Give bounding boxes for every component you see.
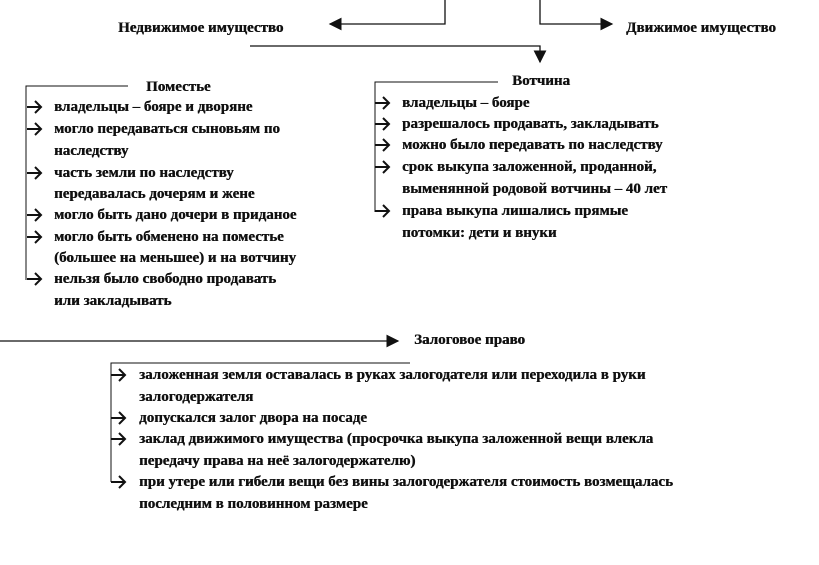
pledge-item: заложенная земля оставалась в руках залогодателя или переходила в руки — [139, 367, 646, 383]
pomestye-item: передавалась дочерям и жене — [54, 186, 255, 202]
votchina-item: разрешалось продавать, закладывать — [402, 116, 659, 132]
pledge-item: последним в половинном размере — [139, 496, 368, 512]
arrow-icon — [26, 122, 44, 136]
arrow-icon — [26, 166, 44, 180]
header-votchina: Вотчина — [512, 73, 570, 89]
arrow-icon — [26, 230, 44, 244]
pomestye-item: владельцы – бояре и дворяне — [54, 99, 253, 115]
pomestye-item: могло быть дано дочери в приданое — [54, 207, 297, 223]
votchina-item: потомки: дети и внуки — [402, 225, 557, 241]
arrow-icon — [374, 138, 392, 152]
header-movable: Движимое имущество — [626, 20, 776, 36]
arrow-icon — [110, 475, 128, 489]
pledge-item: залогодержателя — [139, 389, 254, 405]
votchina-item: можно было передавать по наследству — [402, 137, 663, 153]
arrow-icon — [374, 160, 392, 174]
pomestye-item: часть земли по наследству — [54, 165, 234, 181]
header-immovable: Недвижимое имущество — [118, 20, 284, 36]
arrow-icon — [26, 208, 44, 222]
pomestye-item: могло быть обменено на поместье — [54, 229, 284, 245]
arrow-icon — [110, 368, 128, 382]
votchina-item: выменянной родовой вотчины – 40 лет — [402, 181, 667, 197]
pledge-item: заклад движимого имущества (просрочка выкупа заложенной вещи влекла — [139, 431, 654, 447]
votchina-item: права выкупа лишались прямые — [402, 203, 628, 219]
pomestye-item: или закладывать — [54, 293, 172, 309]
arrow-icon — [374, 96, 392, 110]
arrow-icon — [374, 204, 392, 218]
pledge-item: при утере или гибели вещи без вины залогодержателя стоимость возмещалась — [139, 474, 673, 490]
pomestye-item: нельзя было свободно продавать — [54, 271, 277, 287]
connector-immovable — [330, 0, 445, 24]
pomestye-item: (большее на меньшее) и на вотчину — [54, 250, 296, 266]
pomestye-item: наследству — [54, 143, 129, 159]
connector-votchina — [250, 46, 540, 62]
pomestye-item: могло передаваться сыновьям по — [54, 121, 280, 137]
header-pomestye: Поместье — [146, 79, 211, 95]
arrow-icon — [374, 117, 392, 131]
pledge-item: передачу права на неё залогодержателю) — [139, 453, 416, 469]
arrow-icon — [26, 272, 44, 286]
votchina-item: срок выкупа заложенной, проданной, — [402, 159, 657, 175]
arrow-icon — [110, 411, 128, 425]
arrow-icon — [110, 432, 128, 446]
connector-movable — [540, 0, 612, 24]
votchina-item: владельцы – бояре — [402, 95, 530, 111]
pledge-item: допускался залог двора на посаде — [139, 410, 367, 426]
arrow-icon — [26, 100, 44, 114]
header-pledge: Залоговое право — [414, 332, 525, 348]
